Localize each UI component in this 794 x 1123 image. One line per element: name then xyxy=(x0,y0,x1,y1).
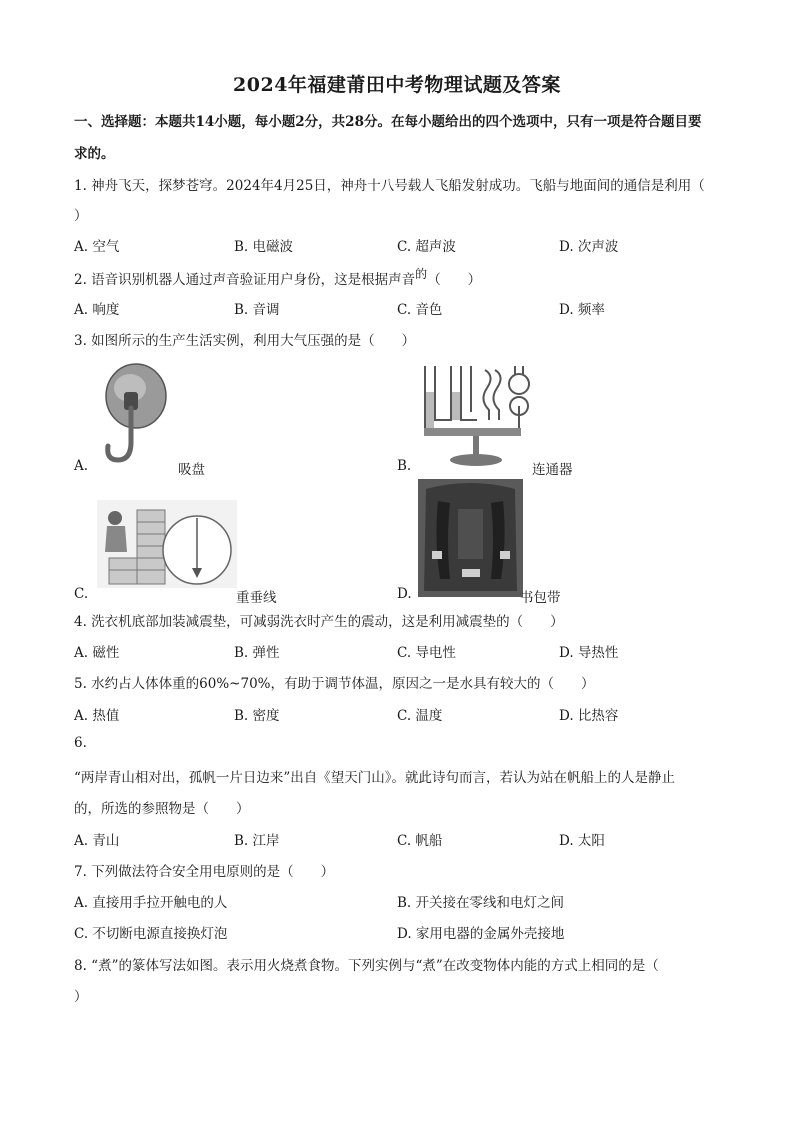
q8-stem-line2: ） xyxy=(74,989,88,1005)
q7-option-b: B. 开关接在零线和电灯之间 xyxy=(397,895,565,911)
q3-option-c-letter: C. xyxy=(74,586,89,602)
q2-stem-text: 2. 语音识别机器人通过声音验证用户身份，这是根据声音 xyxy=(74,272,416,288)
q3-option-a-letter: A. xyxy=(74,458,89,474)
q4-option-b: B. 弹性 xyxy=(234,645,280,661)
suction-cup-image xyxy=(100,360,170,466)
q2-option-a: A. 响度 xyxy=(74,302,120,318)
q7-option-d: D. 家用电器的金属外壳接地 xyxy=(397,926,565,942)
q2-option-b: B. 音调 xyxy=(234,302,280,318)
q1-option-b: B. 电磁波 xyxy=(234,239,294,255)
q2-stem-sup: 的 xyxy=(415,267,428,281)
plumb-line-image xyxy=(97,500,237,588)
q6-option-b: B. 江岸 xyxy=(234,833,280,849)
q7-stem: 7. 下列做法符合安全用电原则的是（ ） xyxy=(74,864,335,880)
q6-option-c: C. 帆船 xyxy=(397,833,443,849)
q4-option-d: D. 导热性 xyxy=(559,645,619,661)
page-title: 2024年福建莆田中考物理试题及答案 xyxy=(233,74,561,96)
q3-option-b-letter: B. xyxy=(397,458,412,474)
q1-option-d: D. 次声波 xyxy=(559,239,619,255)
q1-stem-line1: 1. 神舟飞天，探梦苍穹。2024年4月25日，神舟十八号载人飞船发射成功。飞船与地面间的通信是利用（ xyxy=(74,178,705,194)
q7-option-c: C. 不切断电源直接换灯泡 xyxy=(74,926,228,942)
q3-option-d-label: 书包带 xyxy=(520,590,561,606)
q6-option-a: A. 青山 xyxy=(74,833,120,849)
backpack-image xyxy=(418,479,523,597)
q2-stem-tail: （ ） xyxy=(427,272,482,288)
q4-option-a: A. 磁性 xyxy=(74,645,120,661)
q3-stem: 3. 如图所示的生产生活实例，利用大气压强的是（ ） xyxy=(74,333,416,349)
q1-option-c: C. 超声波 xyxy=(397,239,456,255)
q6-option-d: D. 太阳 xyxy=(559,833,605,849)
q5-stem: 5. 水约占人体体重的60%~70%，有助于调节体温，原因之一是水具有较大的（ ） xyxy=(74,676,595,692)
section-heading-line2: 求的。 xyxy=(74,146,115,162)
q3-option-a-label: 吸盘 xyxy=(178,462,205,478)
q3-option-b-label: 连通器 xyxy=(532,462,573,478)
q6-number: 6. xyxy=(74,735,87,751)
q6-stem-line1: “两岸青山相对出，孤帆一片日边来”出自《望天门山》。就此诗句而言，若认为站在帆船上的人是静止 xyxy=(74,770,676,786)
q2-option-d: D. 频率 xyxy=(559,302,605,318)
q8-stem-line1: 8. “煮”的篆体写法如图。表示用火烧煮食物。下列实例与“煮”在改变物体内能的方式上相同的是（ xyxy=(74,958,659,974)
communicating-vessels-image xyxy=(415,362,540,470)
q3-option-d-letter: D. xyxy=(397,586,412,602)
q1-option-a: A. 空气 xyxy=(74,239,120,255)
q7-option-a: A. 直接用手拉开触电的人 xyxy=(74,895,228,911)
q1-stem-line2: ） xyxy=(74,208,88,224)
q6-stem-line2: 的，所选的参照物是（ ） xyxy=(74,801,250,817)
q5-option-a: A. 热值 xyxy=(74,708,120,724)
q2-stem xyxy=(74,268,481,288)
q4-option-c: C. 导电性 xyxy=(397,645,456,661)
q5-option-b: B. 密度 xyxy=(234,708,280,724)
q3-option-c-label: 重垂线 xyxy=(236,590,277,606)
q5-option-c: C. 温度 xyxy=(397,708,443,724)
q2-option-c: C. 音色 xyxy=(397,302,443,318)
q5-option-d: D. 比热容 xyxy=(559,708,619,724)
section-heading-line1: 一、选择题：本题共14小题，每小题2分，共28分。在每小题给出的四个选项中，只有一项是符合题目要 xyxy=(74,114,702,130)
q4-stem: 4. 洗衣机底部加装减震垫，可减弱洗衣时产生的震动，这是利用减震垫的（ ） xyxy=(74,614,564,630)
